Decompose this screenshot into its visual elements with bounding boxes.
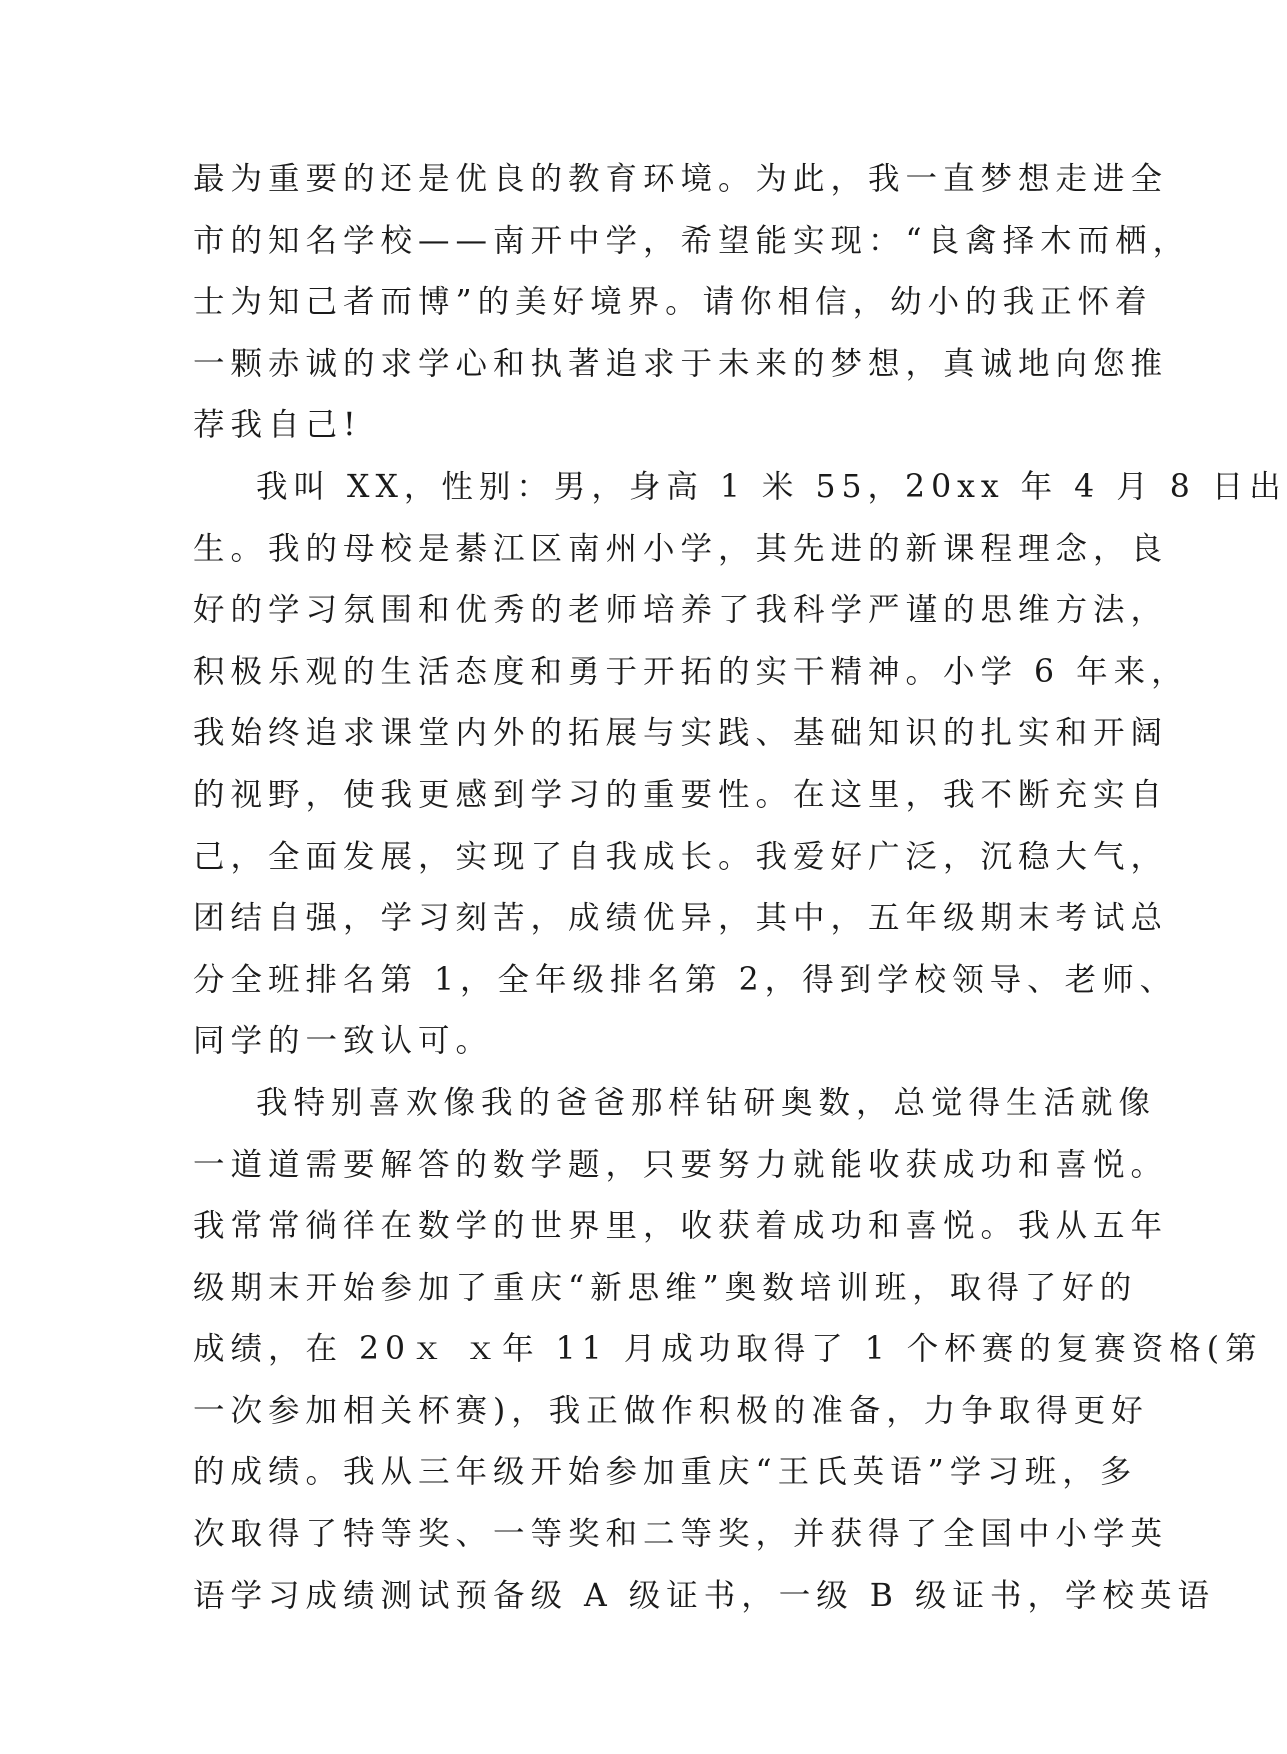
text-line: 士为知己者而博”的美好境界。请你相信，幼小的我正怀着 [193, 284, 1153, 321]
paragraph [193, 1073, 1263, 1627]
text-line: 好的学习氛围和优秀的老师培养了我科学严谨的思维方法， [193, 592, 1169, 629]
text-line: 积极乐观的生活态度和勇于开拓的实干精神。小学 6 年来， [193, 653, 1189, 690]
text-line: 团结自强，学习刻苦，成绩优异，其中，五年级期末考试总 [193, 900, 1169, 937]
text-line: 我特别喜欢像我的爸爸那样钻研奥数，总觉得生活就像 [256, 1084, 1157, 1121]
text-line: 市的知名学校——南开中学，希望能实现：“良禽择木而栖， [193, 222, 1191, 259]
text-line: 我叫 XX，性别：男，身高 1 米 55，20xx 年 4 月 8 日出 [256, 468, 1287, 505]
paragraph [193, 149, 1191, 457]
text-line: 同学的一致认可。 [193, 1023, 494, 1060]
text-line: 我常常徜徉在数学的世界里，收获着成功和喜悦。我从五年 [193, 1208, 1169, 1245]
text-line: 成绩，在 20ｘ ｘ年 11 月成功取得了 1 个杯赛的复赛资格(第 [193, 1331, 1263, 1368]
text-line: 己，全面发展，实现了自我成长。我爱好广泛，沉稳大气， [193, 838, 1169, 875]
text-line: 一道道需要解答的数学题，只要努力就能收获成功和喜悦。 [193, 1146, 1169, 1183]
text-line: 的成绩。我从三年级开始参加重庆“王氏英语”学习班，多 [193, 1454, 1138, 1491]
text-line: 生。我的母校是綦江区南州小学，其先进的新课程理念，良 [193, 530, 1169, 567]
document-body [193, 149, 1287, 1627]
text-line: 级期末开始参加了重庆“新思维”奥数培训班，取得了好的 [193, 1269, 1138, 1306]
text-line: 语学习成绩测试预备级 A 级证书，一级 B 级证书，学校英语 [193, 1577, 1215, 1614]
text-line: 分全班排名第 1，全年级排名第 2，得到学校领导、老师、 [193, 961, 1178, 998]
text-line: 一次参加相关杯赛)，我正做作积极的准备，力争取得更好 [193, 1392, 1149, 1429]
text-line: 最为重要的还是优良的教育环境。为此，我一直梦想走进全 [193, 161, 1169, 197]
text-line: 的视野，使我更感到学习的重要性。在这里，我不断充实自 [193, 776, 1169, 813]
text-line: 荐我自己! [193, 407, 362, 444]
text-line: 我始终追求课堂内外的拓展与实践、基础知识的扎实和开阔 [193, 715, 1169, 752]
text-line: 次取得了特等奖、一等奖和二等奖，并获得了全国中小学英 [193, 1516, 1169, 1553]
text-line: 一颗赤诚的求学心和执著追求于未来的梦想，真诚地向您推 [193, 345, 1169, 382]
paragraph [193, 457, 1287, 1073]
